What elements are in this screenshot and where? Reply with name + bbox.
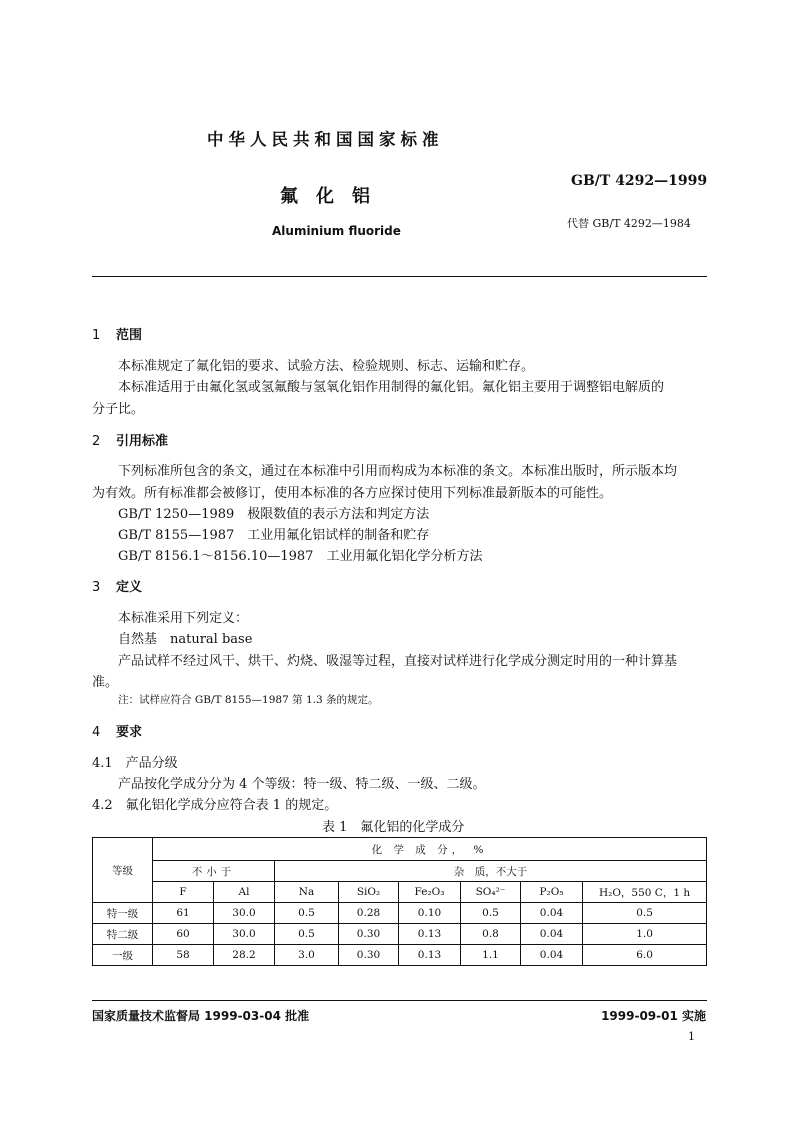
column-header: H₂O，550 C，1 h (583, 882, 707, 903)
column-header: Na (275, 882, 339, 903)
table-cell: 0.30 (339, 924, 399, 945)
section-1-paragraph-2-line-2: 分子比。 (92, 402, 145, 417)
reference-item: GB/T 8156.1～8156.10—1987 工业用氟化铝化学分析方法 (118, 549, 483, 564)
grade-header: 等级 (93, 838, 153, 903)
composition-header: 化 学 成 分， % (153, 838, 707, 861)
grade-cell: 特一级 (93, 903, 153, 924)
table-cell: 30.0 (214, 903, 275, 924)
table-cell: 0.13 (399, 924, 461, 945)
section-1-title: 范围 (116, 328, 143, 343)
table-cell: 0.30 (339, 945, 399, 966)
table-cell: 60 (153, 924, 214, 945)
column-header: SiO₂ (339, 882, 399, 903)
section-1-paragraph-2-line-1: 本标准适用于由氟化氢或氢氟酸与氢氧化铝作用制得的氟化铝。氟化铝主要用于调整铝电解质的 (118, 380, 665, 395)
grade-cell: 特二级 (93, 924, 153, 945)
effective-date: 1999-09-01 实施 (601, 1009, 706, 1023)
section-3-number: 3 (92, 580, 101, 595)
national-standard-heading: 中华人民共和国国家标准 (207, 130, 444, 149)
section-2-heading (92, 430, 168, 449)
subsection-4-1-text: 产品按化学成分分为 4 个等级：特一级、特二级、一级、二级。 (118, 777, 486, 792)
table-cell: 28.2 (214, 945, 275, 966)
table-cell: 0.5 (275, 924, 339, 945)
definition-text-line-1: 产品试样不经过风干、烘干、灼烧、吸湿等过程，直接对试样进行化学成分测定时用的一种计算基 (118, 654, 678, 669)
section-2-paragraph-line-2: 为有效。所有标准都会被修订，使用本标准的各方应探讨使用下列标准最新版本的可能性。 (92, 486, 613, 501)
section-1-paragraph-1: 本标准规定了氟化铝的要求、试验方法、检验规则、标志、运输和贮存。 (118, 359, 535, 374)
table-caption: 表 1 氟化铝的化学成分 (322, 820, 465, 835)
table-cell: 0.28 (339, 903, 399, 924)
table-cell: 0.04 (521, 945, 583, 966)
table-cell: 0.13 (399, 945, 461, 966)
table-cell: 58 (153, 945, 214, 966)
document-title-en: Aluminium fluoride (272, 224, 401, 238)
min-header: 不小于 (153, 861, 275, 882)
section-4-number: 4 (92, 725, 101, 740)
subsection-4-2-text: 4.2 氟化铝化学成分应符合表 1 的规定。 (92, 798, 338, 813)
table-cell: 0.04 (521, 924, 583, 945)
standard-number: GB/T 4292—1999 (571, 173, 708, 189)
column-header: F (153, 882, 214, 903)
section-3-heading (92, 576, 142, 595)
table-cell: 6.0 (583, 945, 707, 966)
table-row (93, 903, 707, 924)
section-2-title: 引用标准 (116, 434, 169, 449)
section-2-number: 2 (92, 434, 101, 449)
table-cell: 61 (153, 903, 214, 924)
column-header: Al (214, 882, 275, 903)
table-row (93, 924, 707, 945)
grade-cell: 一级 (93, 945, 153, 966)
table-column-header-row (93, 882, 707, 903)
section-3-title: 定义 (116, 580, 143, 595)
subsection-4-1-heading: 4.1 产品分级 (92, 756, 178, 771)
table-cell: 0.5 (461, 903, 521, 924)
section-4-title: 要求 (116, 725, 143, 740)
table-cell: 0.04 (521, 903, 583, 924)
footer-divider (92, 1000, 707, 1001)
document-title-cn: 氟化铝 (280, 186, 388, 207)
impurity-header: 杂 质，不大于 (275, 861, 707, 882)
section-2-paragraph-line-1: 下列标准所包含的条文，通过在本标准中引用而构成为本标准的条文。本标准出版时，所示版本均 (118, 464, 678, 479)
definition-note: 注：试样应符合 GB/T 8155—1987 第 1.3 条的规定。 (118, 694, 379, 706)
page-number: 1 (688, 1030, 695, 1043)
table-cell: 1.1 (461, 945, 521, 966)
reference-item: GB/T 1250—1989 极限数值的表示方法和判定方法 (118, 507, 430, 522)
table-cell: 0.8 (461, 924, 521, 945)
section-1-heading (92, 324, 142, 343)
table-cell: 0.5 (275, 903, 339, 924)
section-4-heading (92, 721, 142, 740)
column-header: Fe₂O₃ (399, 882, 461, 903)
table-cell: 0.10 (399, 903, 461, 924)
table-cell: 3.0 (275, 945, 339, 966)
table-header-row (93, 861, 707, 882)
definition-term: 自然基 natural base (118, 632, 253, 647)
table-cell: 1.0 (583, 924, 707, 945)
definition-text-line-2: 准。 (92, 675, 119, 690)
approval-line: 国家质量技术监督局 1999-03-04 批准 (92, 1009, 310, 1023)
reference-item: GB/T 8155—1987 工业用氟化铝试样的制备和贮存 (118, 528, 430, 543)
table-header-row (93, 838, 707, 861)
column-header: P₂O₅ (521, 882, 583, 903)
section-1-number: 1 (92, 328, 101, 343)
chemical-composition-table (92, 837, 707, 966)
replaces-standard: 代替 GB/T 4292—1984 (567, 217, 691, 230)
header-divider (92, 276, 707, 277)
table-cell: 30.0 (214, 924, 275, 945)
table-row (93, 945, 707, 966)
section-3-intro: 本标准采用下列定义： (118, 611, 249, 626)
table-cell: 0.5 (583, 903, 707, 924)
column-header: SO₄²⁻ (461, 882, 521, 903)
